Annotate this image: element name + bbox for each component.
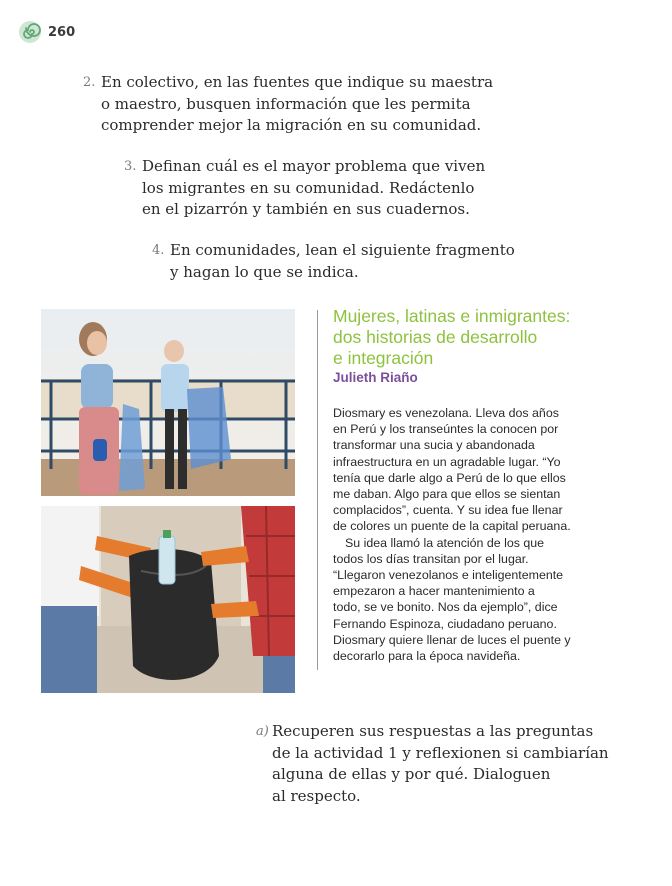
activity-item-4 bbox=[152, 240, 515, 283]
body-line: Diosmary es venezolana. Lleva dos años bbox=[333, 406, 559, 420]
body-line: me daban. Algo para que ellos se sientan bbox=[333, 487, 561, 502]
spiral-icon bbox=[18, 20, 42, 44]
body-line: complacidos”, cuenta. Y su idea fue llenar bbox=[333, 503, 563, 518]
activity-item-a bbox=[256, 721, 609, 807]
body-line: de colores un puente de la capital peruana. bbox=[333, 519, 571, 534]
item-number: 4. bbox=[152, 243, 165, 258]
body-line: en Perú y los transeúntes la conocen por bbox=[333, 422, 559, 437]
item-text-line: alguna de ellas y por qué. Dialoguen bbox=[272, 765, 551, 783]
item-text-line: al respecto. bbox=[272, 786, 361, 805]
activity-item-2 bbox=[83, 72, 494, 137]
item-text-line: los migrantes en su comunidad. Redáctenlo bbox=[142, 178, 475, 197]
article-author: Julieth Riaño bbox=[333, 370, 418, 385]
item-text-line: o maestro, busquen información que les permita bbox=[101, 94, 471, 113]
item-text-line: En comunidades, lean el siguiente fragmento bbox=[170, 241, 515, 259]
item-text-line: y hagan lo que se indica. bbox=[170, 262, 359, 281]
title-line: Mujeres, latinas e inmigrantes: bbox=[333, 306, 571, 326]
item-text-line: Recuperen sus respuestas a las preguntas bbox=[272, 722, 594, 740]
item-number: 3. bbox=[124, 159, 137, 174]
body-line: Diosmary quiere llenar de luces el puente y bbox=[333, 632, 571, 647]
page-header bbox=[18, 20, 75, 44]
body-line: todo, se ve bonito. Nos da ejemplo”, dice bbox=[333, 600, 558, 615]
page-number: 260 bbox=[48, 24, 76, 40]
body-line: empezaron a hacer mantenimiento a bbox=[333, 584, 535, 599]
body-line: Su idea llamó la atención de los que bbox=[345, 535, 545, 550]
body-line: “Llegaron venezolanos e inteligentemente bbox=[333, 568, 564, 583]
body-line: tenía que darle algo a Perú de lo que ellos bbox=[333, 470, 566, 485]
item-text-line: Definan cuál es el mayor problema que viven bbox=[142, 157, 486, 175]
article-excerpt bbox=[333, 306, 588, 664]
title-line: dos historias de desarrollo bbox=[333, 327, 538, 347]
article-title bbox=[333, 306, 588, 369]
item-text-line: de la actividad 1 y reflexionen si cambiarían bbox=[272, 743, 609, 762]
item-text-line: en el pizarrón y también en sus cuadernos. bbox=[142, 200, 470, 218]
body-line: infraestructura en un agradable lugar. “Yo bbox=[333, 454, 561, 469]
column-divider bbox=[317, 310, 318, 670]
title-line: e integración bbox=[333, 348, 434, 368]
body-line: transformar una sucia y abandonada bbox=[333, 438, 535, 453]
activity-item-3 bbox=[124, 156, 486, 221]
body-line: todos los días transitan por el lugar. bbox=[333, 551, 529, 566]
article-body bbox=[333, 405, 588, 664]
item-text-line: En colectivo, en las fuentes que indique su maestra bbox=[101, 73, 494, 91]
item-letter: a) bbox=[256, 724, 269, 739]
volunteers-cleaning-pier-photo bbox=[41, 309, 295, 496]
item-text-line: comprender mejor la migración en su comunidad. bbox=[101, 116, 482, 134]
body-line: Fernando Espinoza, ciudadano peruano. bbox=[333, 616, 557, 631]
body-line: decorarlo para la época navideña. bbox=[333, 649, 521, 664]
hands-holding-trash-bag-photo bbox=[41, 506, 295, 693]
item-number: 2. bbox=[83, 75, 96, 90]
